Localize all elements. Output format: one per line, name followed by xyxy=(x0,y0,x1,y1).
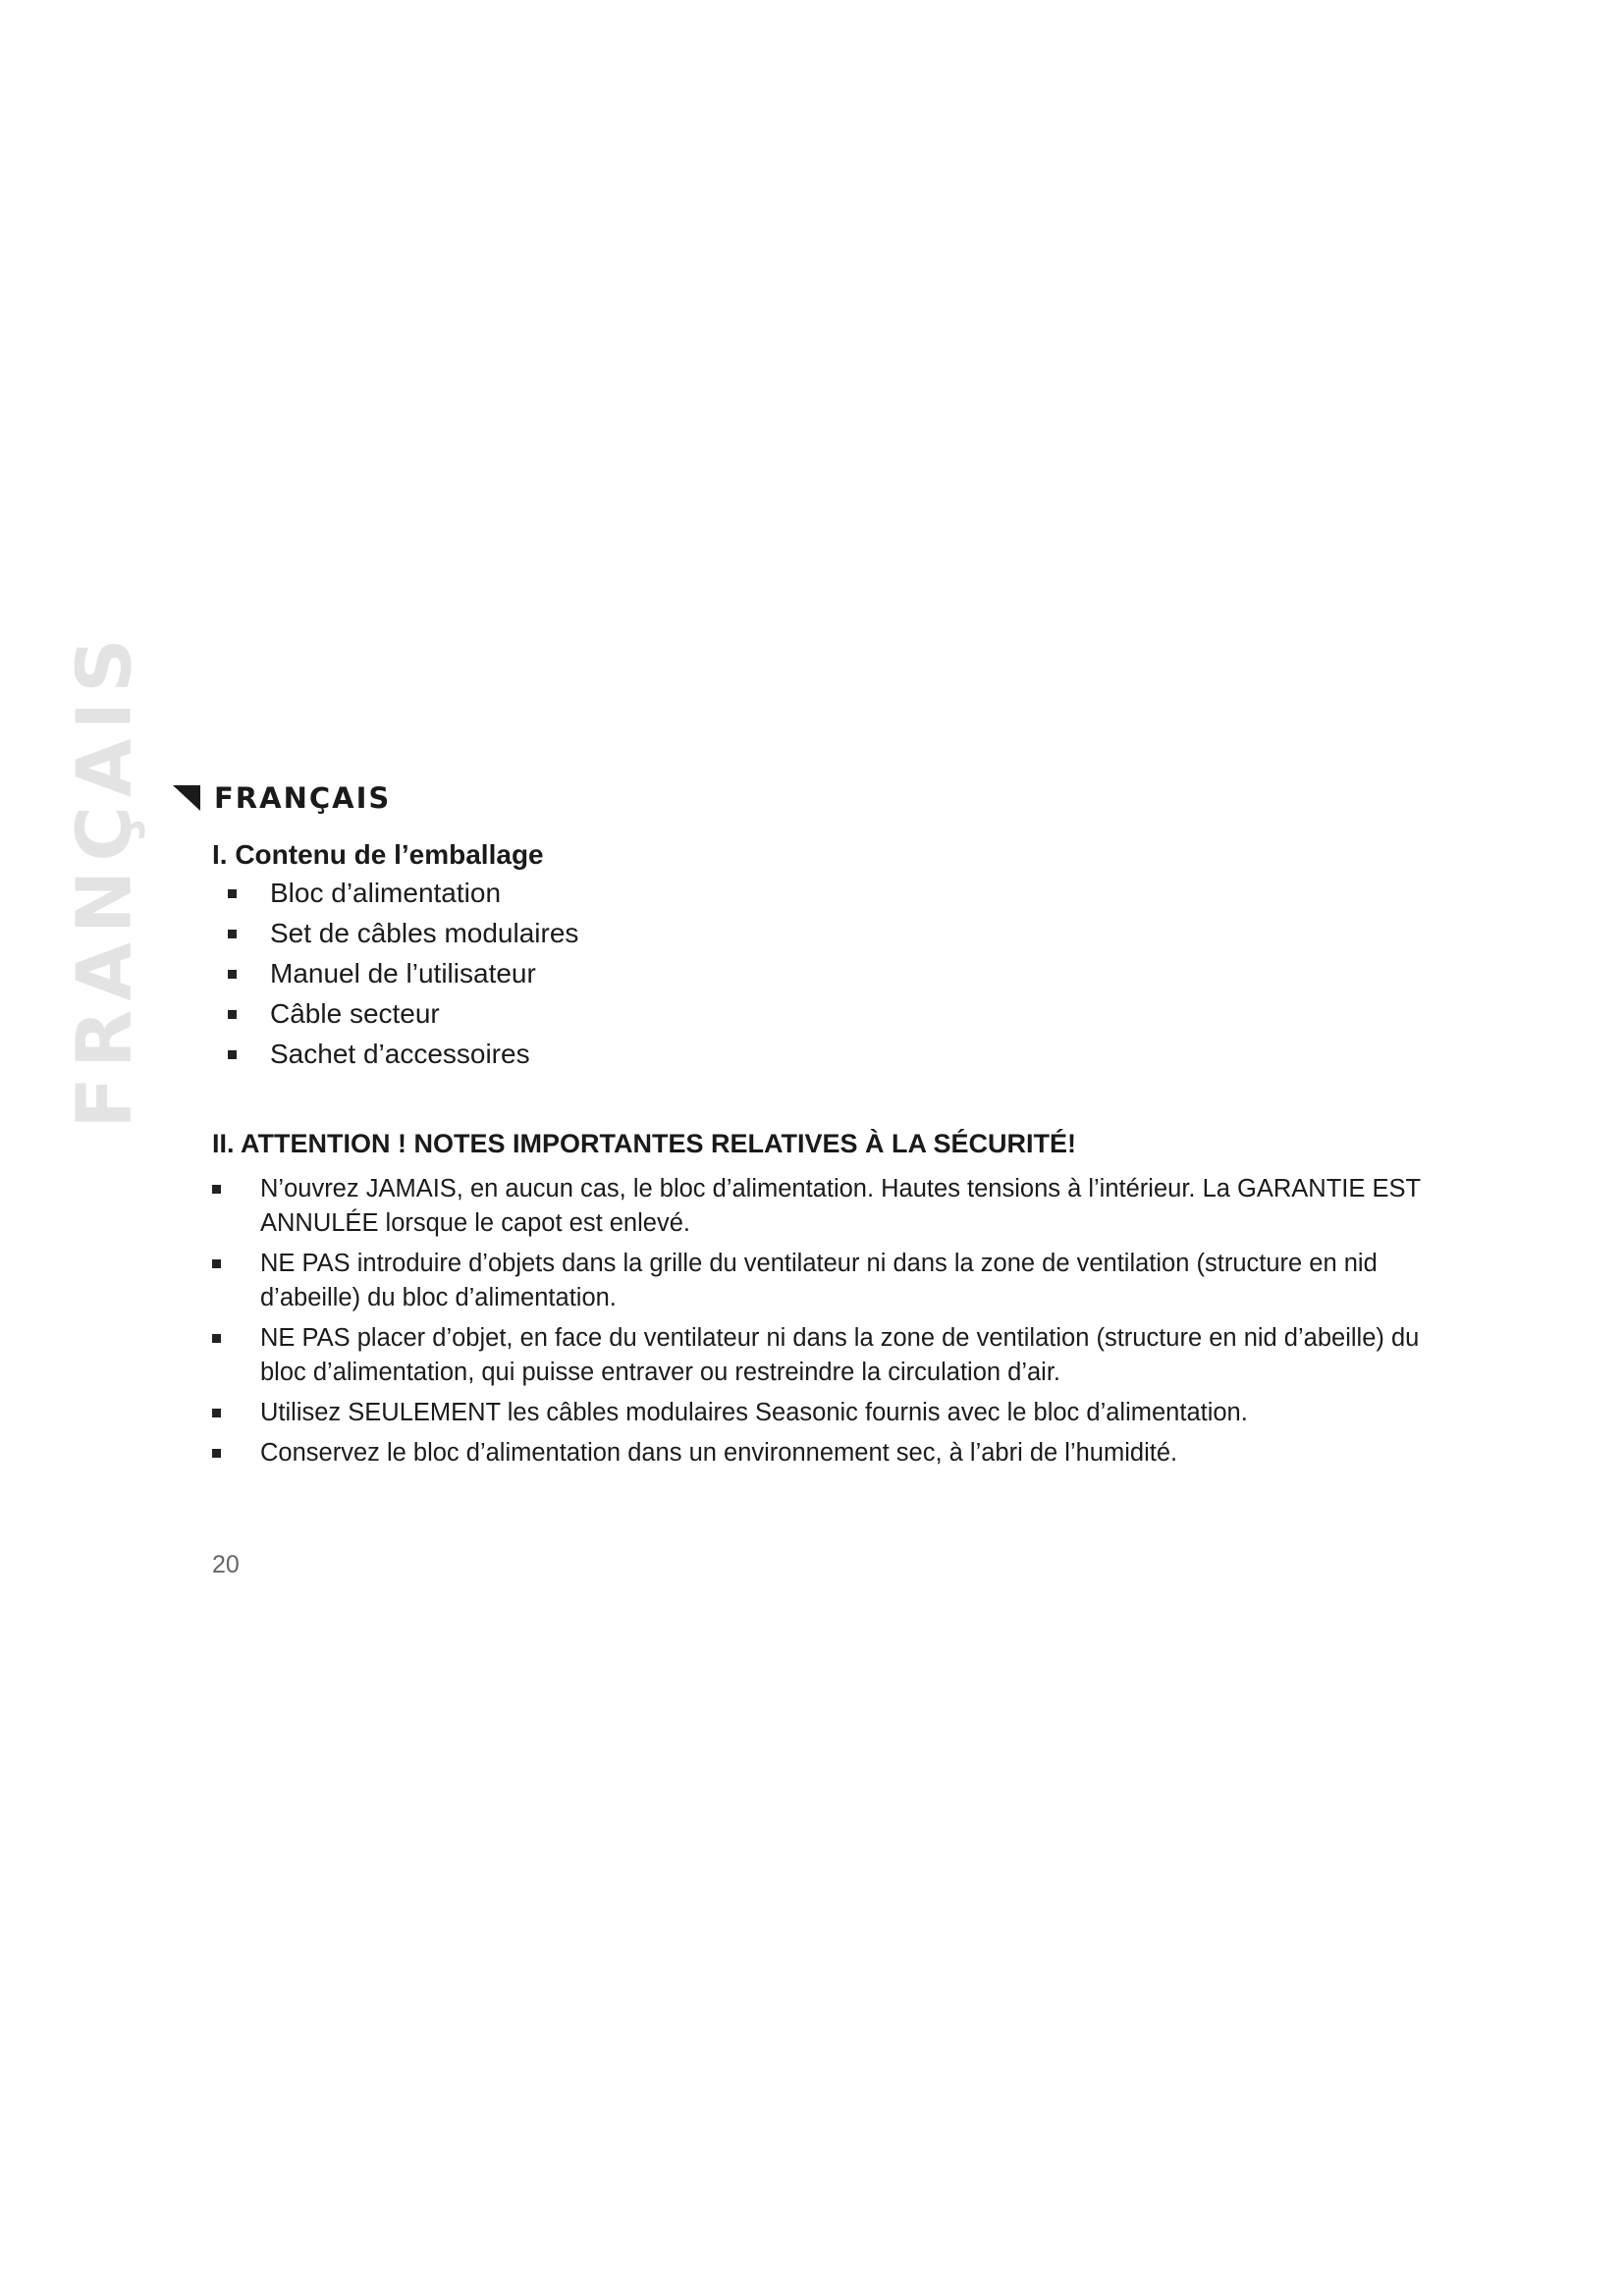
list-item: NE PAS introduire d’objets dans la grille du ventilateur ni dans la zone de ventilation (structure en nid d’abeille) du bloc d’alimentation. xyxy=(212,1247,1430,1315)
package-contents-heading: I. Contenu de l’emballage xyxy=(212,839,544,870)
bullet-icon xyxy=(212,1409,221,1417)
bullet-icon xyxy=(212,1185,221,1194)
list-item: Utilisez SEULEMENT les câbles modulaires Seasonic fournis avec le bloc d’alimentation. xyxy=(212,1396,1430,1430)
language-header xyxy=(173,781,391,815)
bullet-icon xyxy=(228,889,237,898)
package-contents-list xyxy=(228,878,579,1083)
list-item: Sachet d’accessoires xyxy=(228,1042,578,1083)
bullet-icon xyxy=(212,1259,221,1268)
safety-notes-list xyxy=(212,1172,1430,1476)
bullet-icon xyxy=(228,1010,237,1019)
bullet-icon xyxy=(228,1050,237,1059)
list-item: Câble secteur xyxy=(228,1002,578,1042)
side-language-tab-text: FRANÇAIS xyxy=(61,628,149,1129)
list-item: Manuel de l’utilisateur xyxy=(228,962,578,1002)
side-language-tab xyxy=(61,628,149,1129)
corner-triangle-icon xyxy=(173,785,200,811)
list-item: Conservez le bloc d’alimentation dans un environnement sec, à l’abri de l’humidité. xyxy=(212,1436,1430,1470)
bullet-icon xyxy=(212,1334,221,1343)
bullet-icon xyxy=(228,970,237,979)
list-item: N’ouvrez JAMAIS, en aucun cas, le bloc d’alimentation. Hautes tensions à l’intérieur. La GARANTIE EST ANNULÉE lorsque le capot est enlevé. xyxy=(212,1172,1430,1241)
safety-notes-heading: II. ATTENTION ! NOTES IMPORTANTES RELATIVES À LA SÉCURITÉ! xyxy=(212,1129,1077,1158)
bullet-icon xyxy=(228,930,237,938)
bullet-icon xyxy=(212,1449,221,1458)
list-item: Set de câbles modulaires xyxy=(228,922,578,962)
language-title: FRANÇAIS xyxy=(214,781,392,815)
list-item: NE PAS placer d’objet, en face du ventilateur ni dans la zone de ventilation (structure en nid d’abeille) du bloc d’alimentation, qui puisse entraver ou restreindre la circulation d’air. xyxy=(212,1321,1430,1390)
page-number: 20 xyxy=(212,1551,240,1578)
list-item: Bloc d’alimentation xyxy=(228,881,578,922)
